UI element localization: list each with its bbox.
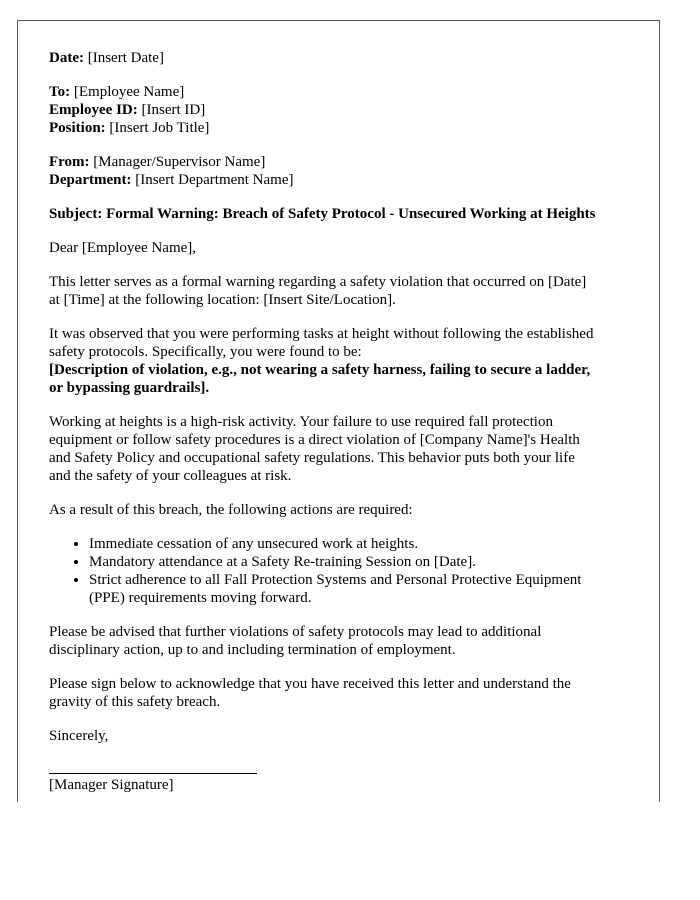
from-value: [Manager/Supervisor Name] [93,154,266,170]
paragraph-line: safety protocols. Specifically, you were found to be: [49,344,362,360]
position-value: [Insert Job Title] [109,120,210,136]
required-actions-list [49,535,649,607]
list-item [89,553,649,571]
position-label: Position: [49,120,106,136]
violation-description-line: or bypassing guardrails]. [49,380,210,396]
to-label: To: [49,84,71,100]
paragraph-line: It was observed that you were performing tasks at height without following the established [49,326,594,342]
department-value: [Insert Department Name] [135,172,294,188]
employee-id-value: [Insert ID] [141,102,206,118]
paragraph-acknowledgement [49,675,649,711]
subject-block [49,205,649,223]
violation-description-line: [Description of violation, e.g., not wearing a safety harness, failing to secure a ladder, [49,362,591,378]
from-label: From: [49,154,90,170]
list-item-line: • Strict adherence to all Fall Protection Systems and Personal Protective Equipment [89,572,582,588]
paragraph-line: and the safety of your colleagues at risk. [49,468,292,484]
paragraph-line: gravity of this safety breach. [49,694,221,710]
list-item-line: • Immediate cessation of any unsecured work at heights. [89,536,419,552]
signature-line [49,773,257,774]
department-label: Department: [49,172,132,188]
date-label: Date: [49,50,84,66]
paragraph-line: As a result of this breach, the following actions are required: [49,502,413,518]
recipient-block [49,83,649,137]
sender-block [49,153,649,189]
warning-letter [17,20,660,802]
paragraph-line: Please be advised that further violations of safety protocols may lead to additional [49,624,542,640]
position-line [49,119,649,137]
department-line [49,171,649,189]
paragraph-line: disciplinary action, up to and including termination of employment. [49,642,456,658]
list-item [89,535,649,553]
paragraph-observation [49,325,649,397]
date-block [49,49,649,67]
paragraph-consequences [49,623,649,659]
from-line [49,153,649,171]
to-value: [Employee Name] [73,84,185,100]
employee-id-line [49,101,649,119]
salutation-text: Dear [Employee Name], [49,240,197,256]
date-value: [Insert Date] [87,50,164,66]
paragraph-line: equipment or follow safety procedures is a direct violation of [Company Name]'s Health [49,432,580,448]
employee-id-label: Employee ID: [49,102,138,118]
paragraph-line: Working at heights is a high-risk activity. Your failure to use required fall protection [49,414,553,430]
paragraph-risk [49,413,649,485]
list-item [89,571,649,607]
paragraph-line: at [Time] at the following location: [Insert Site/Location]. [49,292,396,308]
paragraph-actions-intro [49,501,649,519]
paragraph-line: Please sign below to acknowledge that you have received this letter and understand the [49,676,571,692]
salutation [49,239,649,257]
list-item-line: • Mandatory attendance at a Safety Re-training Session on [Date]. [89,554,476,570]
closing [49,727,649,745]
signature-label: [Manager Signature] [49,777,174,793]
paragraph-incident [49,273,649,309]
paragraph-line: This letter serves as a formal warning regarding a safety violation that occurred on [Date] [49,274,587,290]
paragraph-line: and Safety Policy and occupational safety regulations. This behavior puts both your life [49,450,575,466]
list-item-line: (PPE) requirements moving forward. [89,590,312,606]
date-line [49,49,649,67]
closing-text: Sincerely, [49,728,109,744]
subject-line: Subject: Formal Warning: Breach of Safety Protocol - Unsecured Working at Heights [49,206,596,222]
to-line [49,83,649,101]
